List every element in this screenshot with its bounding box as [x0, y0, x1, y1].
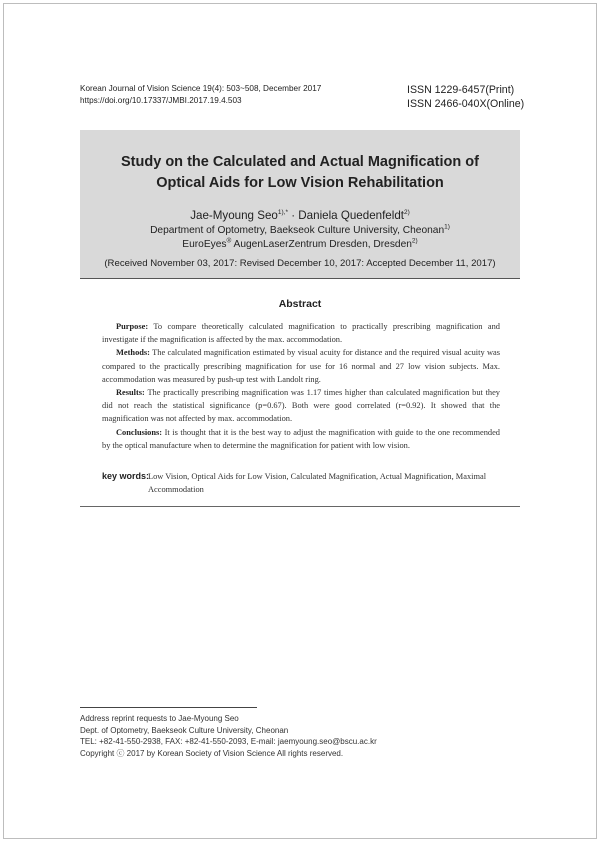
title-line-2: Optical Aids for Low Vision Rehabilitation	[156, 175, 444, 191]
abstract-body	[102, 320, 500, 452]
footnote-line-2: Dept. of Optometry, Baekseok Culture University, Cheonan	[80, 725, 289, 735]
abstract-heading: Abstract	[278, 298, 322, 310]
methods-label: Methods:	[116, 348, 150, 358]
registered-mark: ®	[226, 237, 232, 245]
abstract-results	[102, 386, 500, 426]
abstract-conclusions	[102, 426, 500, 452]
affiliation-1-text: Department of Optometry, Baekseok Culture University, Cheonan	[150, 225, 445, 236]
journal-header	[80, 83, 321, 107]
received-dates: (Received November 03, 2017: Revised December 10, 2017: Accepted December 11, 2017)	[104, 258, 496, 269]
purpose-label: Purpose:	[116, 322, 149, 331]
abstract-methods	[102, 346, 500, 386]
title-line-1: Study on the Calculated and Actual Magnification of	[121, 154, 479, 170]
author-1: Jae-Myoung Seo	[190, 209, 278, 222]
results-text: The practically prescribing magnification was 1.17 times higher than calculated magnification but they did not reach the statistical significance (p=0.67). Both were good correlated (r=0.92). It showed that the magnification was not affected by max. accommodation.	[102, 388, 500, 424]
issn-online: ISSN 2466-040X(Online)	[407, 98, 525, 110]
correspondence-footnote	[80, 713, 377, 759]
conclusions-label: Conclusions:	[116, 427, 163, 437]
keywords-text: Low Vision, Optical Aids for Low Vision, Calculated Magnification, Actual Magnification, Maximal Accommodation	[148, 472, 487, 494]
section-divider	[80, 506, 520, 507]
author-separator: ·	[287, 209, 299, 222]
title-box	[80, 130, 520, 279]
footnote-line-1: Address reprint requests to Jae-Myoung Seo	[80, 714, 239, 723]
affiliation-2	[80, 238, 520, 252]
affiliation-2-sup: 2)	[411, 237, 418, 245]
affiliation-2-name: EuroEyes	[182, 239, 227, 250]
keywords-label: key words:	[102, 471, 150, 481]
affiliation-1	[80, 224, 520, 238]
purpose-text: To compare theoretically calculated magnification to practically prescribing magnification and investigate if the magnification is affected by the max. accommodation.	[102, 322, 500, 345]
issn-print: ISSN 1229-6457(Print)	[407, 84, 515, 96]
results-label: Results:	[116, 388, 145, 398]
author-1-sup: 1),*	[277, 209, 288, 217]
affiliation-1-sup: 1)	[444, 223, 450, 231]
methods-text: The calculated magnification estimated by visual acuity for distance and the required visual acuity was compared to the practically prescribing magnification for use for 16 normal and 27 low vision subjects. Max. accommodation was measured by push-up test with Landolt ring.	[102, 348, 500, 384]
abstract-purpose	[102, 320, 500, 346]
journal-citation: Korean Journal of Vision Science 19(4): 503~508, December 2017	[80, 84, 322, 93]
footnote-divider	[80, 707, 257, 708]
author-2-sup: 2)	[404, 209, 410, 217]
author-2: Daniela Quedenfeldt	[298, 209, 405, 222]
footnote-line-3: TEL: +82-41-550-2938, FAX: +82-41-550-2093, E-mail: jaemyoung.seo@bscu.ac.kr	[80, 737, 377, 746]
issn-block	[407, 83, 524, 111]
paper-title	[80, 152, 520, 194]
affiliation-2-text: AugenLaserZentrum Dresden, Dresden	[231, 239, 412, 250]
conclusions-text: It is thought that it is the best way to adjust the magnification with guide to the one recommended by the optical manufacture when to determine the magnification for patient with low vision.	[102, 427, 500, 450]
doi-link[interactable]: https://doi.org/10.17337/JMBI.2017.19.4.503	[80, 96, 242, 105]
copyright-line: Copyright ⓒ 2017 by Korean Society of Vision Science All rights reserved.	[80, 748, 344, 758]
keywords-block	[102, 470, 502, 496]
author-list	[80, 208, 520, 224]
